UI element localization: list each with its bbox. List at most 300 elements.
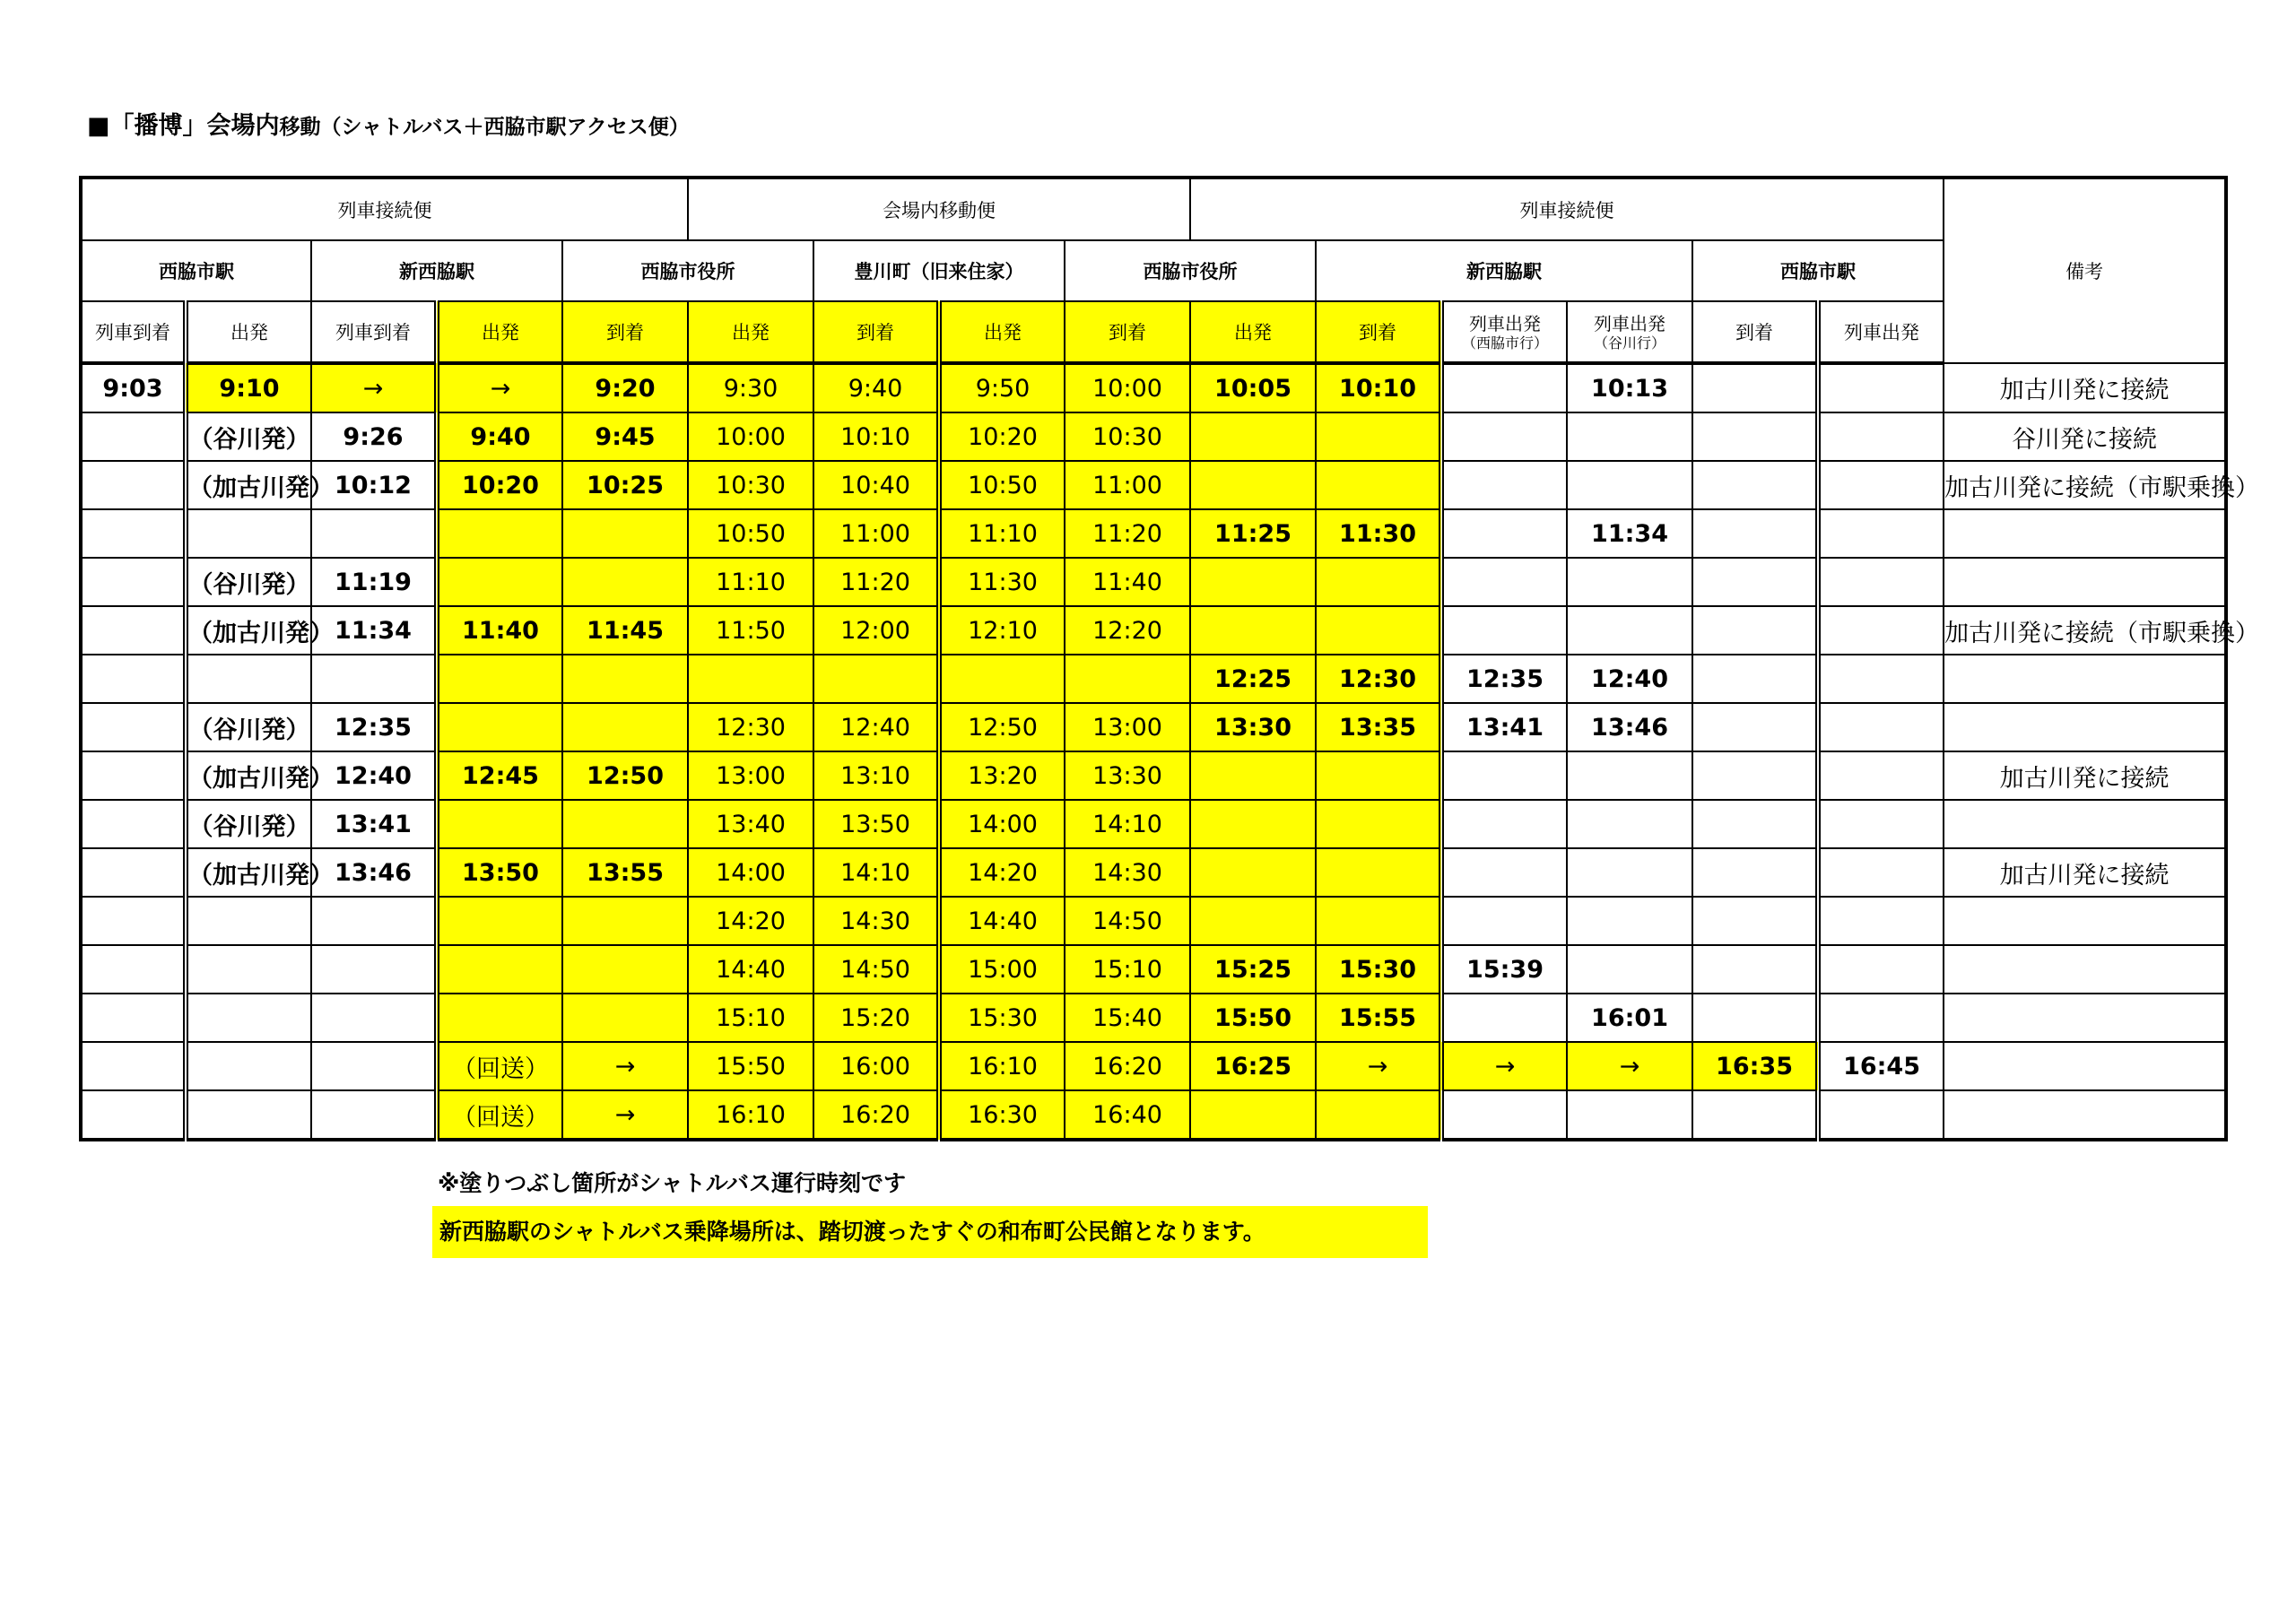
time-cell xyxy=(1818,994,1944,1042)
group-header-venue-shuttle: 会場内移動便 xyxy=(688,178,1190,240)
col-header: 列車到着 xyxy=(81,301,186,363)
time-cell xyxy=(1441,412,1567,461)
remarks-header: 備考 xyxy=(1944,178,2226,363)
time-cell: 12:50 xyxy=(562,751,688,800)
time-cell: 13:20 xyxy=(939,751,1065,800)
remark-cell xyxy=(1944,655,2226,703)
time-cell xyxy=(1818,751,1944,800)
time-cell xyxy=(1818,800,1944,848)
time-cell xyxy=(1441,751,1567,800)
time-cell xyxy=(1441,1090,1567,1140)
time-cell: 15:55 xyxy=(1316,994,1441,1042)
time-cell: 10:50 xyxy=(939,461,1065,509)
time-cell: 9:03 xyxy=(81,363,186,412)
time-cell: 10:20 xyxy=(437,461,562,509)
remark-cell xyxy=(1944,1042,2226,1090)
title-sub: 移動（シャトルバス＋西脇市駅アクセス便） xyxy=(279,116,690,139)
time-cell: 13:55 xyxy=(562,848,688,897)
table-row xyxy=(81,703,2226,751)
group-header-train-connection-1: 列車接続便 xyxy=(81,178,688,240)
time-cell: → xyxy=(562,1090,688,1140)
table-row xyxy=(81,897,2226,945)
col-header xyxy=(1567,301,1692,363)
time-cell: 13:00 xyxy=(1065,703,1190,751)
time-cell xyxy=(81,1090,186,1140)
time-cell: 15:30 xyxy=(1316,945,1441,994)
time-cell: 11:40 xyxy=(437,606,562,655)
time-cell xyxy=(1818,945,1944,994)
time-cell xyxy=(1818,897,1944,945)
time-cell: 15:00 xyxy=(939,945,1065,994)
time-cell: 10:10 xyxy=(1316,363,1441,412)
time-cell: 14:20 xyxy=(939,848,1065,897)
time-cell: 14:50 xyxy=(813,945,939,994)
time-cell xyxy=(1441,848,1567,897)
time-cell xyxy=(1818,558,1944,606)
time-cell xyxy=(1190,751,1316,800)
time-cell xyxy=(1692,751,1818,800)
time-cell xyxy=(437,897,562,945)
time-cell xyxy=(1692,461,1818,509)
time-cell xyxy=(562,558,688,606)
time-cell: 13:50 xyxy=(437,848,562,897)
time-cell: 9:26 xyxy=(311,412,437,461)
time-cell xyxy=(1316,1090,1441,1140)
time-cell: 10:12 xyxy=(311,461,437,509)
time-cell xyxy=(1567,751,1692,800)
time-cell xyxy=(1316,800,1441,848)
time-cell: 13:41 xyxy=(311,800,437,848)
time-cell xyxy=(1316,751,1441,800)
remark-cell xyxy=(1944,800,2226,848)
time-cell xyxy=(186,1042,311,1090)
col-header: 出発 xyxy=(939,301,1065,363)
remark-cell: 谷川発に接続 xyxy=(1944,412,2226,461)
time-cell: 12:20 xyxy=(1065,606,1190,655)
time-cell: 10:05 xyxy=(1190,363,1316,412)
time-cell xyxy=(1692,363,1818,412)
time-cell: 13:35 xyxy=(1316,703,1441,751)
time-cell: 14:30 xyxy=(813,897,939,945)
time-cell: 11:00 xyxy=(1065,461,1190,509)
col-header: 到着 xyxy=(1065,301,1190,363)
time-cell: 11:10 xyxy=(939,509,1065,558)
time-cell xyxy=(1818,655,1944,703)
col-header: 出発 xyxy=(437,301,562,363)
time-cell: 10:00 xyxy=(688,412,813,461)
time-cell: 12:25 xyxy=(1190,655,1316,703)
time-cell xyxy=(1441,897,1567,945)
time-cell xyxy=(1692,848,1818,897)
time-cell: 13:41 xyxy=(1441,703,1567,751)
time-cell: （谷川発） xyxy=(186,703,311,751)
time-cell xyxy=(437,558,562,606)
time-cell xyxy=(81,655,186,703)
time-cell: 16:45 xyxy=(1818,1042,1944,1090)
time-cell: 11:30 xyxy=(939,558,1065,606)
time-cell xyxy=(1316,558,1441,606)
time-cell: 16:20 xyxy=(1065,1042,1190,1090)
time-cell xyxy=(1818,848,1944,897)
time-cell xyxy=(186,1090,311,1140)
time-cell xyxy=(688,655,813,703)
stop-header-nishiwakishi-station-2: 西脇市駅 xyxy=(1692,240,1944,301)
remark-cell xyxy=(1944,1090,2226,1140)
time-cell xyxy=(1818,703,1944,751)
time-cell: 9:20 xyxy=(562,363,688,412)
time-cell: 14:10 xyxy=(1065,800,1190,848)
table-row xyxy=(81,655,2226,703)
time-cell: 13:40 xyxy=(688,800,813,848)
col-subheader: （西脇市行） xyxy=(1462,334,1549,352)
time-cell xyxy=(1190,606,1316,655)
table-row xyxy=(81,363,2226,412)
col-header: 到着 xyxy=(813,301,939,363)
time-cell xyxy=(311,994,437,1042)
table-row xyxy=(81,945,2226,994)
time-cell xyxy=(939,655,1065,703)
time-cell xyxy=(81,994,186,1042)
remark-cell xyxy=(1944,558,2226,606)
time-cell: （回送） xyxy=(437,1090,562,1140)
time-cell xyxy=(1692,1090,1818,1140)
time-cell xyxy=(437,945,562,994)
time-cell xyxy=(81,945,186,994)
time-cell xyxy=(81,703,186,751)
time-cell: → xyxy=(1567,1042,1692,1090)
time-cell: 11:34 xyxy=(1567,509,1692,558)
time-cell: 13:50 xyxy=(813,800,939,848)
table-row xyxy=(81,848,2226,897)
time-cell xyxy=(186,509,311,558)
time-cell xyxy=(1567,848,1692,897)
time-cell: 16:10 xyxy=(939,1042,1065,1090)
time-cell: 10:25 xyxy=(562,461,688,509)
col-header: 到着 xyxy=(562,301,688,363)
table-row xyxy=(81,751,2226,800)
title-main: ■「播博」会場内 xyxy=(87,112,280,140)
time-cell: 10:10 xyxy=(813,412,939,461)
time-cell: 14:50 xyxy=(1065,897,1190,945)
time-cell xyxy=(186,994,311,1042)
time-cell: 14:30 xyxy=(1065,848,1190,897)
time-cell: 14:40 xyxy=(688,945,813,994)
time-cell xyxy=(81,461,186,509)
time-cell xyxy=(437,655,562,703)
time-cell xyxy=(562,509,688,558)
time-cell xyxy=(1567,945,1692,994)
time-cell: 10:30 xyxy=(1065,412,1190,461)
time-cell xyxy=(1441,558,1567,606)
time-cell: 12:00 xyxy=(813,606,939,655)
time-cell xyxy=(81,897,186,945)
time-cell xyxy=(1692,412,1818,461)
time-cell: 11:00 xyxy=(813,509,939,558)
time-cell: 15:10 xyxy=(688,994,813,1042)
time-cell: 13:30 xyxy=(1190,703,1316,751)
stop-header-nishiwakishi-station: 西脇市駅 xyxy=(81,240,311,301)
group-header-train-connection-2: 列車接続便 xyxy=(1190,178,1944,240)
time-cell: 13:46 xyxy=(311,848,437,897)
time-cell: （加古川発） xyxy=(186,461,311,509)
time-cell xyxy=(1567,897,1692,945)
stop-header-shin-nishiwaki-station: 新西脇駅 xyxy=(311,240,562,301)
time-cell xyxy=(1441,363,1567,412)
remark-cell xyxy=(1944,945,2226,994)
time-cell: 13:10 xyxy=(813,751,939,800)
time-cell: 14:00 xyxy=(939,800,1065,848)
time-cell: 13:30 xyxy=(1065,751,1190,800)
table-row xyxy=(81,800,2226,848)
time-cell: 11:30 xyxy=(1316,509,1441,558)
time-cell: 12:40 xyxy=(813,703,939,751)
time-cell xyxy=(81,751,186,800)
time-cell: 9:50 xyxy=(939,363,1065,412)
time-cell: 11:50 xyxy=(688,606,813,655)
time-cell: 15:40 xyxy=(1065,994,1190,1042)
time-cell xyxy=(1692,558,1818,606)
time-cell: 10:20 xyxy=(939,412,1065,461)
time-cell: 10:50 xyxy=(688,509,813,558)
time-cell xyxy=(1190,412,1316,461)
time-cell: （加古川発） xyxy=(186,606,311,655)
time-cell xyxy=(562,897,688,945)
time-cell: 11:40 xyxy=(1065,558,1190,606)
time-cell xyxy=(1818,509,1944,558)
time-cell: 11:34 xyxy=(311,606,437,655)
time-cell: 13:46 xyxy=(1567,703,1692,751)
time-cell: 9:45 xyxy=(562,412,688,461)
time-cell: → xyxy=(311,363,437,412)
table-row xyxy=(81,412,2226,461)
time-cell xyxy=(81,800,186,848)
time-cell xyxy=(437,800,562,848)
time-cell: 10:13 xyxy=(1567,363,1692,412)
time-cell: → xyxy=(562,1042,688,1090)
time-cell xyxy=(1818,412,1944,461)
time-cell: 10:40 xyxy=(813,461,939,509)
time-cell xyxy=(1065,655,1190,703)
stop-header-toyokawa: 豊川町（旧来住家） xyxy=(813,240,1065,301)
time-cell: 9:40 xyxy=(437,412,562,461)
time-cell: 15:50 xyxy=(1190,994,1316,1042)
remark-cell xyxy=(1944,994,2226,1042)
time-cell: 15:30 xyxy=(939,994,1065,1042)
page-title xyxy=(87,106,690,141)
time-cell: 16:40 xyxy=(1065,1090,1190,1140)
time-cell: （谷川発） xyxy=(186,558,311,606)
time-cell: 12:35 xyxy=(311,703,437,751)
time-cell xyxy=(1190,897,1316,945)
time-cell: 12:30 xyxy=(688,703,813,751)
remark-cell xyxy=(1944,897,2226,945)
time-cell: 16:20 xyxy=(813,1090,939,1140)
time-cell xyxy=(1316,848,1441,897)
time-cell xyxy=(311,655,437,703)
time-cell: 11:20 xyxy=(1065,509,1190,558)
time-cell xyxy=(186,897,311,945)
time-cell xyxy=(1692,509,1818,558)
time-cell xyxy=(1567,412,1692,461)
time-cell xyxy=(311,509,437,558)
time-cell: 12:10 xyxy=(939,606,1065,655)
time-cell xyxy=(1818,363,1944,412)
time-cell: 16:35 xyxy=(1692,1042,1818,1090)
time-cell: → xyxy=(1441,1042,1567,1090)
time-cell xyxy=(1441,606,1567,655)
time-cell: 11:45 xyxy=(562,606,688,655)
time-cell: 12:30 xyxy=(1316,655,1441,703)
time-cell xyxy=(81,848,186,897)
time-cell xyxy=(1190,461,1316,509)
stop-header-city-hall: 西脇市役所 xyxy=(562,240,813,301)
table-row xyxy=(81,461,2226,509)
time-cell: 11:10 xyxy=(688,558,813,606)
time-cell xyxy=(1567,800,1692,848)
time-cell xyxy=(1316,606,1441,655)
time-cell xyxy=(1567,606,1692,655)
time-cell: 11:20 xyxy=(813,558,939,606)
time-cell xyxy=(1190,1090,1316,1140)
time-cell xyxy=(1316,412,1441,461)
time-cell xyxy=(81,606,186,655)
time-cell: 16:10 xyxy=(688,1090,813,1140)
time-cell xyxy=(1441,509,1567,558)
time-cell xyxy=(562,800,688,848)
time-cell: 12:35 xyxy=(1441,655,1567,703)
col-header: 列車出発 xyxy=(1818,301,1944,363)
time-cell xyxy=(1818,461,1944,509)
remark-cell xyxy=(1944,509,2226,558)
time-cell xyxy=(562,994,688,1042)
table-row xyxy=(81,994,2226,1042)
remark-cell: 加古川発に接続 xyxy=(1944,363,2226,412)
col-header: 列車到着 xyxy=(311,301,437,363)
time-cell: 9:30 xyxy=(688,363,813,412)
time-cell xyxy=(1692,606,1818,655)
time-cell: 11:25 xyxy=(1190,509,1316,558)
boarding-info-note: 新西脇駅のシャトルバス乗降場所は、踏切渡ったすぐの和布町公民館となります。 xyxy=(432,1206,1428,1258)
col-header xyxy=(1441,301,1567,363)
time-cell xyxy=(311,945,437,994)
table-row xyxy=(81,558,2226,606)
col-subheader: （谷川行） xyxy=(1594,334,1666,352)
time-cell xyxy=(1190,558,1316,606)
timetable xyxy=(79,176,2260,1141)
time-cell xyxy=(562,945,688,994)
time-cell xyxy=(1190,800,1316,848)
col-header: 出発 xyxy=(688,301,813,363)
time-cell: → xyxy=(1316,1042,1441,1090)
time-cell: → xyxy=(437,363,562,412)
time-cell: 9:10 xyxy=(186,363,311,412)
time-cell: 16:25 xyxy=(1190,1042,1316,1090)
time-cell: 14:10 xyxy=(813,848,939,897)
time-cell: 16:30 xyxy=(939,1090,1065,1140)
time-cell: 15:10 xyxy=(1065,945,1190,994)
stop-header-shin-nishiwaki-station-2: 新西脇駅 xyxy=(1316,240,1692,301)
col-header-label: 列車出発 xyxy=(1469,313,1542,334)
time-cell: 12:40 xyxy=(311,751,437,800)
table-row xyxy=(81,1042,2226,1090)
time-cell: 14:20 xyxy=(688,897,813,945)
col-header: 出発 xyxy=(1190,301,1316,363)
time-cell: 13:00 xyxy=(688,751,813,800)
time-cell: （谷川発） xyxy=(186,800,311,848)
time-cell: 12:40 xyxy=(1567,655,1692,703)
remark-cell: 加古川発に接続（市駅乗換） xyxy=(1944,606,2226,655)
time-cell xyxy=(1567,461,1692,509)
time-cell: （谷川発） xyxy=(186,412,311,461)
time-cell: （加古川発） xyxy=(186,751,311,800)
remark-cell: 加古川発に接続（市駅乗換） xyxy=(1944,461,2226,509)
time-cell xyxy=(1567,558,1692,606)
time-cell xyxy=(1190,848,1316,897)
time-cell: 11:19 xyxy=(311,558,437,606)
time-cell: 15:20 xyxy=(813,994,939,1042)
time-cell xyxy=(1441,994,1567,1042)
time-cell xyxy=(437,703,562,751)
time-cell: （回送） xyxy=(437,1042,562,1090)
col-header: 出発 xyxy=(186,301,311,363)
time-cell: 9:40 xyxy=(813,363,939,412)
time-cell xyxy=(186,945,311,994)
time-cell xyxy=(813,655,939,703)
time-cell: 12:45 xyxy=(437,751,562,800)
time-cell xyxy=(562,703,688,751)
time-cell: 10:30 xyxy=(688,461,813,509)
time-cell xyxy=(1316,897,1441,945)
time-cell: （加古川発） xyxy=(186,848,311,897)
time-cell xyxy=(311,1042,437,1090)
time-cell xyxy=(1441,800,1567,848)
table-row xyxy=(81,606,2226,655)
time-cell xyxy=(81,558,186,606)
time-cell: 15:50 xyxy=(688,1042,813,1090)
time-cell xyxy=(1692,994,1818,1042)
time-cell xyxy=(81,412,186,461)
time-cell xyxy=(1818,1090,1944,1140)
time-cell xyxy=(1818,606,1944,655)
time-cell: 12:50 xyxy=(939,703,1065,751)
time-cell xyxy=(437,509,562,558)
col-header-label: 列車出発 xyxy=(1594,313,1666,334)
time-cell xyxy=(1692,897,1818,945)
time-cell xyxy=(437,994,562,1042)
time-cell xyxy=(1692,800,1818,848)
time-cell xyxy=(1692,945,1818,994)
time-cell xyxy=(1692,703,1818,751)
remark-cell: 加古川発に接続 xyxy=(1944,751,2226,800)
time-cell: 14:00 xyxy=(688,848,813,897)
time-cell xyxy=(311,1090,437,1140)
time-cell: 15:39 xyxy=(1441,945,1567,994)
time-cell xyxy=(1567,1090,1692,1140)
table-row xyxy=(81,1090,2226,1140)
time-cell xyxy=(81,509,186,558)
col-header: 到着 xyxy=(1316,301,1441,363)
time-cell: 10:00 xyxy=(1065,363,1190,412)
time-cell xyxy=(186,655,311,703)
stop-header-city-hall-2: 西脇市役所 xyxy=(1065,240,1316,301)
remark-cell: 加古川発に接続 xyxy=(1944,848,2226,897)
time-cell xyxy=(562,655,688,703)
time-cell: 16:00 xyxy=(813,1042,939,1090)
remark-cell xyxy=(1944,703,2226,751)
time-cell xyxy=(1692,655,1818,703)
time-cell xyxy=(1441,461,1567,509)
shaded-legend-note: ※塗りつぶし箇所がシャトルバス運行時刻です xyxy=(438,1170,907,1196)
